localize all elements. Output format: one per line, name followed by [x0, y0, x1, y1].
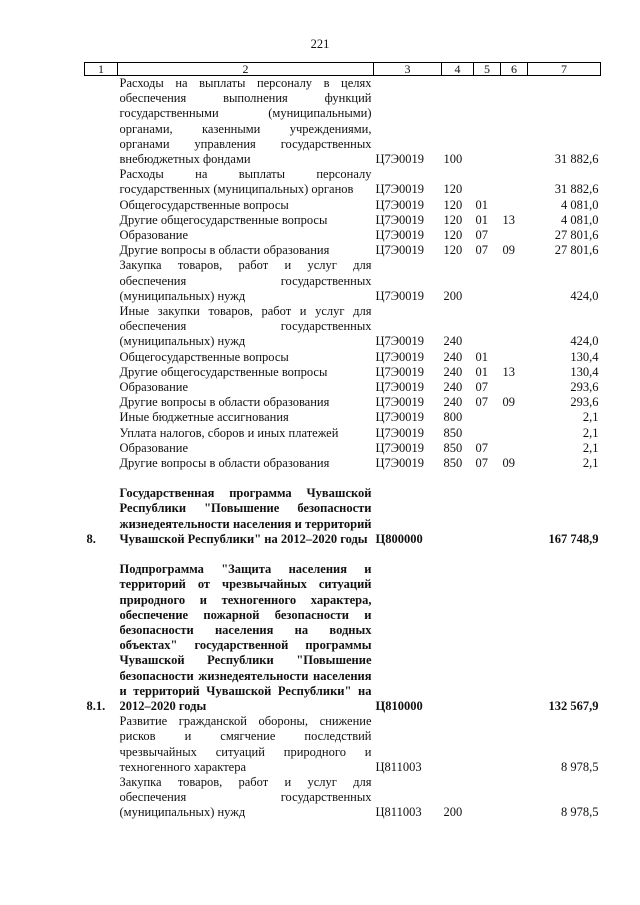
row-section: 07 — [475, 456, 488, 471]
row-name: Расходы на выплаты персоналу в целях обеспечения выполнения функций государственными (муниципальными) органами, казенными учреждениями, органами управления государственных внебюджетных фондами — [119, 76, 372, 167]
row-section: 01 — [475, 197, 488, 212]
row-subsection — [501, 410, 528, 425]
row-section: 07 — [475, 440, 488, 455]
header-col-5: 5 — [474, 63, 501, 76]
row-name: Общегосударственные вопросы — [119, 197, 289, 212]
row-subsection — [501, 304, 528, 350]
row-section: 01 — [475, 364, 488, 379]
row-name: Закупка товаров, работ и услуг для обеспечения государственных (муниципальных) нужд — [119, 258, 372, 303]
row-amount: 8 978,5 — [561, 805, 599, 820]
row-section: 07 — [475, 380, 488, 395]
row-name: Другие вопросы в области образования — [119, 243, 330, 258]
row-subsection — [501, 198, 528, 213]
row-target-code: Ц7Э0019 — [375, 425, 425, 440]
row-expense-type: 100 — [443, 152, 463, 167]
row-name: Образование — [119, 440, 189, 455]
row-subsection: 13 — [502, 364, 515, 379]
row-section: 01 — [475, 349, 488, 364]
table-row — [85, 304, 601, 350]
header-col-4: 4 — [442, 63, 474, 76]
row-expense-type — [442, 714, 474, 775]
row-number — [85, 167, 118, 197]
row-expense-type: 800 — [443, 410, 463, 425]
row-name: Образование — [119, 228, 189, 243]
row-name: Другие общегосударственные вопросы — [119, 364, 328, 379]
row-amount: 293,6 — [570, 380, 599, 395]
row-amount: 4 081,0 — [561, 212, 599, 227]
row-amount: 31 882,6 — [554, 182, 599, 197]
row-amount: 167 748,9 — [548, 531, 599, 546]
row-name: Развитие гражданской обороны, снижение рисков и смягчение последствий чрезвычайных ситуаций природного и техногенного характера — [119, 714, 372, 774]
row-section — [474, 714, 501, 775]
row-target-code: Ц7Э0019 — [375, 410, 425, 425]
row-amount: 31 882,6 — [554, 152, 599, 167]
row-number — [85, 76, 118, 168]
row-subsection: 13 — [502, 212, 515, 227]
row-target-code: Ц800000 — [375, 531, 423, 546]
row-subsection — [501, 775, 528, 821]
row-section: 07 — [475, 395, 488, 410]
row-section — [474, 562, 501, 714]
row-number — [85, 410, 118, 425]
header-col-2: 2 — [118, 63, 374, 76]
row-subsection: 09 — [502, 456, 515, 471]
header-col-6: 6 — [501, 63, 528, 76]
row-number — [85, 714, 118, 775]
row-subsection — [501, 258, 528, 304]
row-amount: 424,0 — [570, 288, 599, 303]
row-target-code: Ц7Э0019 — [375, 364, 425, 379]
row-number — [85, 365, 118, 380]
table-row — [85, 167, 601, 197]
row-number — [85, 441, 118, 456]
table-row — [85, 350, 601, 365]
row-target-code: Ц810000 — [375, 698, 423, 713]
row-target-code: Ц7Э0019 — [375, 456, 425, 471]
row-target-code: Ц7Э0019 — [375, 380, 425, 395]
row-name: Уплата налогов, сборов и иных платежей — [119, 425, 339, 440]
header-col-7: 7 — [528, 63, 601, 76]
row-number — [85, 304, 118, 350]
row-number — [85, 213, 118, 228]
row-amount: 293,6 — [570, 395, 599, 410]
table-row — [85, 486, 601, 547]
row-target-code: Ц7Э0019 — [375, 182, 425, 197]
row-number: 8. — [86, 531, 96, 546]
row-target-code: Ц7Э0019 — [375, 349, 425, 364]
table-row — [85, 258, 601, 304]
row-target-code: Ц7Э0019 — [375, 243, 425, 258]
row-section — [474, 410, 501, 425]
row-section — [474, 426, 501, 441]
row-subsection — [501, 167, 528, 197]
table-row — [85, 365, 601, 380]
row-expense-type: 120 — [443, 243, 463, 258]
row-expense-type: 120 — [443, 182, 463, 197]
row-section — [474, 167, 501, 197]
row-expense-type — [442, 562, 474, 714]
row-target-code: Ц7Э0019 — [375, 395, 425, 410]
row-section: 07 — [475, 228, 488, 243]
table-row — [85, 426, 601, 441]
row-section — [474, 76, 501, 168]
row-target-code: Ц7Э0019 — [375, 197, 425, 212]
table-row — [85, 213, 601, 228]
row-section: 01 — [475, 212, 488, 227]
row-number — [85, 258, 118, 304]
table-body — [85, 76, 601, 821]
row-number — [85, 350, 118, 365]
row-amount: 4 081,0 — [561, 197, 599, 212]
table-header — [85, 63, 601, 76]
table-row — [85, 441, 601, 456]
row-subsection — [501, 441, 528, 456]
row-target-code: Ц7Э0019 — [375, 440, 425, 455]
row-amount: 132 567,9 — [548, 698, 599, 713]
budget-table — [84, 62, 601, 821]
row-section — [474, 258, 501, 304]
table-row — [85, 410, 601, 425]
row-amount: 2,1 — [582, 410, 599, 425]
row-subsection — [501, 380, 528, 395]
row-subsection: 09 — [502, 243, 515, 258]
header-row — [85, 63, 601, 76]
page-number: 221 — [310, 37, 330, 51]
row-amount: 2,1 — [582, 440, 599, 455]
row-name: Расходы на выплаты персоналу государственных (муниципальных) органов — [119, 167, 372, 197]
row-expense-type: 240 — [443, 395, 463, 410]
row-number — [85, 775, 118, 821]
table-row — [85, 243, 601, 258]
row-name: Подпрограмма "Защита населения и территорий от чрезвычайных ситуаций природного и техногенного характера, обеспечение пожарной безопасности и безопасности населения на водных объектах" государственной программы Чувашской Республики "Повышение безопасности жизнедеятельности населения и территорий Чувашской Республики" на 2012–2020 годы — [119, 562, 372, 713]
row-amount: 130,4 — [570, 364, 599, 379]
table-row — [85, 76, 601, 168]
table-row — [85, 380, 601, 395]
row-amount: 130,4 — [570, 349, 599, 364]
spacer-cell — [85, 547, 601, 562]
row-name: Государственная программа Чувашской Республики "Повышение безопасности жизнедеятельности населения и территорий Чувашской Республики" на 2012–2020 годы — [119, 486, 372, 546]
row-number — [85, 395, 118, 410]
row-number — [85, 228, 118, 243]
row-expense-type: 120 — [443, 197, 463, 212]
row-name: Иные бюджетные ассигнования — [119, 410, 289, 425]
table-row — [85, 714, 601, 775]
row-target-code: Ц811003 — [375, 759, 422, 774]
row-number: 8.1. — [86, 698, 106, 713]
row-target-code: Ц7Э0019 — [375, 152, 425, 167]
row-amount: 2,1 — [582, 425, 599, 440]
table-row — [85, 775, 601, 821]
row-target-code: Ц7Э0019 — [375, 334, 425, 349]
row-expense-type: 850 — [443, 425, 463, 440]
row-amount: 8 978,5 — [561, 759, 599, 774]
row-name: Другие вопросы в области образования — [119, 456, 330, 471]
row-expense-type: 240 — [443, 349, 463, 364]
row-name: Закупка товаров, работ и услуг для обеспечения государственных (муниципальных) нужд — [119, 774, 372, 820]
row-name: Другие общегосударственные вопросы — [119, 212, 328, 227]
row-subsection — [501, 76, 528, 168]
table-row — [85, 198, 601, 213]
row-subsection — [501, 426, 528, 441]
row-expense-type: 120 — [443, 228, 463, 243]
table-row — [85, 456, 601, 471]
row-number — [85, 243, 118, 258]
row-amount: 2,1 — [582, 456, 599, 471]
spacer-row — [85, 471, 601, 486]
table-row — [85, 228, 601, 243]
row-name: Другие вопросы в области образования — [119, 395, 330, 410]
row-subsection: 09 — [502, 395, 515, 410]
row-section: 07 — [475, 243, 488, 258]
row-subsection — [501, 228, 528, 243]
spacer-row — [85, 547, 601, 562]
row-target-code: Ц811003 — [375, 805, 422, 820]
row-expense-type: 850 — [443, 440, 463, 455]
row-target-code: Ц7Э0019 — [375, 288, 425, 303]
row-target-code: Ц7Э0019 — [375, 212, 425, 227]
row-target-code: Ц7Э0019 — [375, 228, 425, 243]
header-col-3: 3 — [374, 63, 442, 76]
row-subsection — [501, 486, 528, 547]
row-expense-type: 120 — [443, 212, 463, 227]
table-row — [85, 562, 601, 714]
table-row — [85, 395, 601, 410]
row-expense-type: 200 — [443, 805, 463, 820]
row-section — [474, 486, 501, 547]
row-number — [85, 426, 118, 441]
spacer-cell — [85, 471, 601, 486]
row-amount: 27 801,6 — [554, 228, 599, 243]
row-name: Иные закупки товаров, работ и услуг для обеспечения государственных (муниципальных) нужд — [119, 304, 372, 349]
row-name: Общегосударственные вопросы — [119, 349, 289, 364]
row-number — [85, 198, 118, 213]
row-amount: 424,0 — [570, 334, 599, 349]
row-subsection — [501, 562, 528, 714]
row-expense-type — [442, 486, 474, 547]
row-subsection — [501, 350, 528, 365]
row-expense-type: 240 — [443, 334, 463, 349]
row-amount: 27 801,6 — [554, 243, 599, 258]
row-expense-type: 240 — [443, 380, 463, 395]
row-expense-type: 850 — [443, 456, 463, 471]
row-section — [474, 775, 501, 821]
row-number — [85, 456, 118, 471]
row-subsection — [501, 714, 528, 775]
row-name: Образование — [119, 380, 189, 395]
header-col-1: 1 — [85, 63, 118, 76]
row-section — [474, 304, 501, 350]
row-number — [85, 380, 118, 395]
row-expense-type: 200 — [443, 288, 463, 303]
row-expense-type: 240 — [443, 364, 463, 379]
